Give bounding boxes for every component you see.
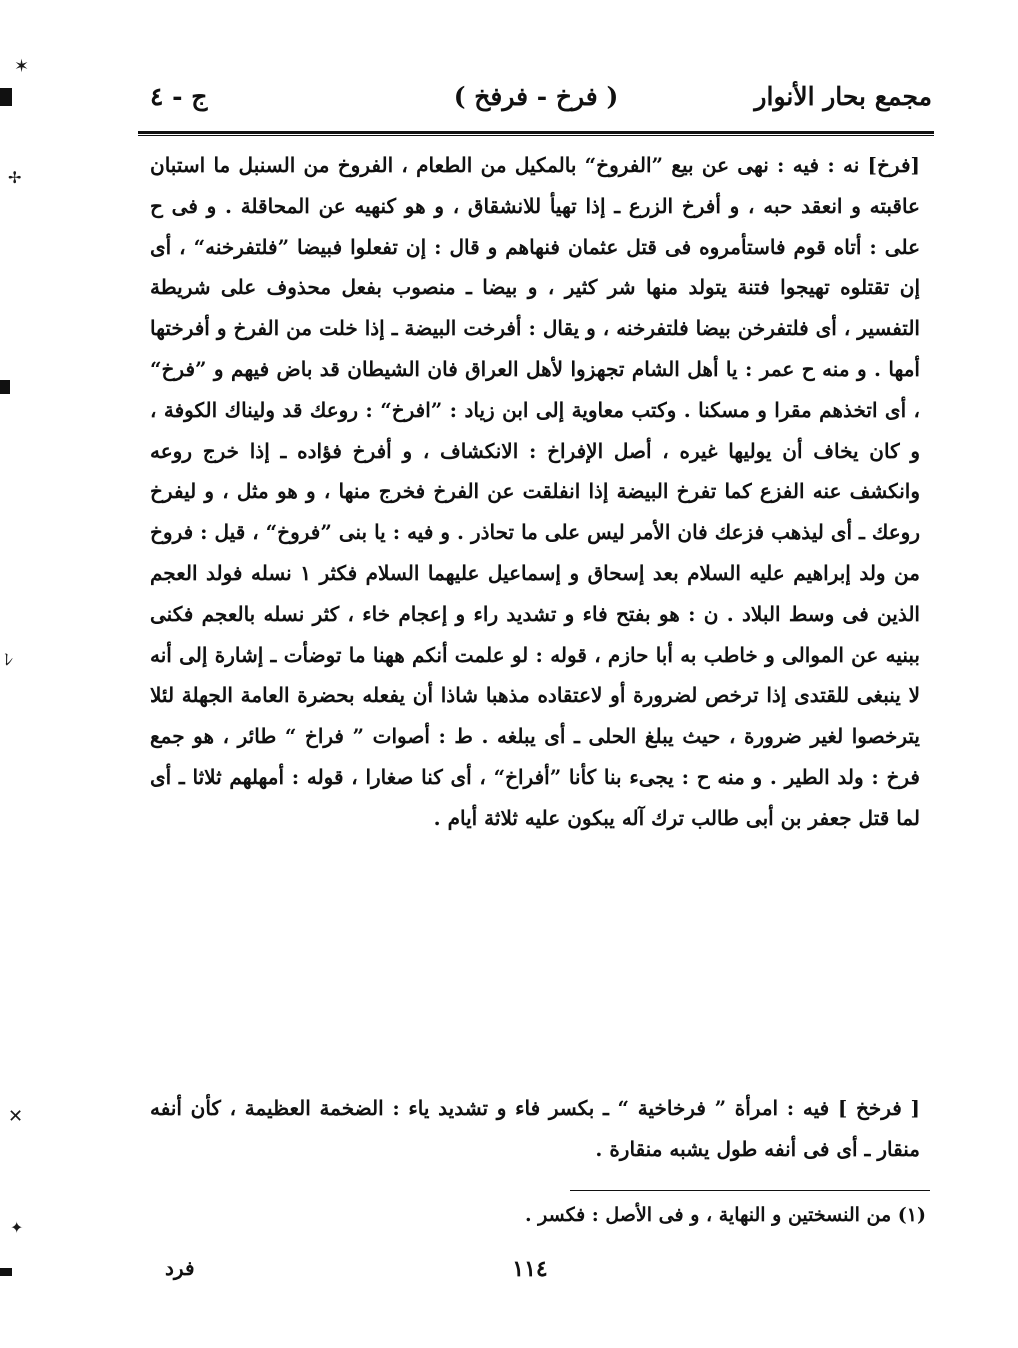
- margin-binding-mark: [0, 380, 10, 394]
- running-header: [140, 76, 932, 116]
- book-title: مجمع بحار الأنوار: [754, 82, 932, 111]
- margin-binding-mark: [0, 88, 12, 106]
- margin-tick-mark: ✢: [8, 168, 22, 187]
- page-number: ١١٤: [512, 1256, 548, 1282]
- margin-tick-mark: ✕: [8, 1106, 24, 1127]
- margin-star-mark: ✶: [14, 56, 30, 77]
- entry-paragraph-farkh: [فرخ] نه : فيه : نهى عن بيع ”الفروخ“ بالمكيل من الطعام ، الفروخ من السنبل ما استبان عاقبته و انعقد حبه ، و أفرخ الزرع ـ إذا تهيأ للانشقاق ، و هو كنهيه عن المحاقلة . و فى ح على : أتاه قوم فاستأمروه فى قتل عثمان فنهاهم و قال : إن تفعلوا فبيضا ”فلتفرخنه“ ، أى إن تقتلوه تهيجوا فتنة يتولد منها شر كثير ، و بيضا ـ منصوب بفعل محذوف على شريطة التفسير ، أى فلتفرخن بيضا فلتفرخنه ، و يقال : أفرخت البيضة ـ إذا خلت من الفرخ و أفرختها أمها . و منه ح عمر : يا أهل الشام تجهزوا لأهل العراق فان الشيطان قد باض فيهم و ”فرخ“ ، أى اتخذهم مقرا و مسكنا . وكتب معاوية إلى ابن زياد : ”افرخ“ : روعك قد وليناك الكوفة ، و كان يخاف أن يوليها غيره ، أصل الإفراخ : الانكشاف ، و أفرخ فؤاده ـ إذا خرج روعه وانكشف عنه الفزع كما تفرخ البيضة إذا انفلقت عن الفرخ فخرج منها ، و هو مثل ، و ليفرخ روعك ـ أى ليذهب فزعك فان الأمر ليس على ما تحاذر . و فيه : يا بنى ”فروخ“ ، قيل : فروخ من ولد إبراهيم عليه السلام بعد إسحاق و إسماعيل عليهما السلام فكثر ١ نسله فولد العجم الذين فى وسط البلاد . ن : هو بفتح فاء و تشديد راء و إعجام خاء ، كثر نسله بالعجم فكنى ببنيه عن الموالى و خاطب به أبا حازم ، قوله : لو علمت أنكم ههنا ما توضأت ـ إشارة إلى أنه لا ينبغى للقتدى إذا ترخص لضرورة أو لاعتقاده مذهبا شاذا أن يفعله بحضرة العامة الجهلة لئلا يترخصوا لغير ضرورة ، حيث يبلغ الحلى ـ أى يبلغه . ط : أصوات ” فراخ “ طائر ، هو جمع فرخ : ولد الطير . و منه ح : يجىء بنا كأنا ”أفراخ“ ، أى كنا صغارا ، قوله : أمهلهم ثلاثا ـ أى لما قتل جعفر بن أبى طالب ترك آله يبكون عليه ثلاثة أيام .: [150, 153, 921, 830]
- margin-tick-mark: ﾚ: [4, 650, 13, 671]
- entry-paragraph-farkhakh: [ فرخخ ] فيه : امرأة ” فرخاخية “ ـ بكسر فاء و تشديد ياء : الضخمة العظيمة ، كأن أنفه منقار ـ أى فى أنفه طول يشبه منقارة .: [150, 1096, 920, 1161]
- entry-range: ( فرخ - فرفخ ): [453, 82, 619, 111]
- header-rule: [138, 131, 934, 134]
- volume-label: ج - ٤: [150, 82, 208, 111]
- footnote-separator: [570, 1190, 930, 1191]
- margin-binding-mark: [0, 1268, 12, 1276]
- catchword: فرد: [165, 1256, 195, 1280]
- header-rule-inner: [138, 135, 934, 136]
- footnote: (١) من النسختين و النهاية ، و فى الأصل : فكسر .: [524, 1204, 926, 1226]
- margin-tick-mark: ✦: [10, 1218, 24, 1237]
